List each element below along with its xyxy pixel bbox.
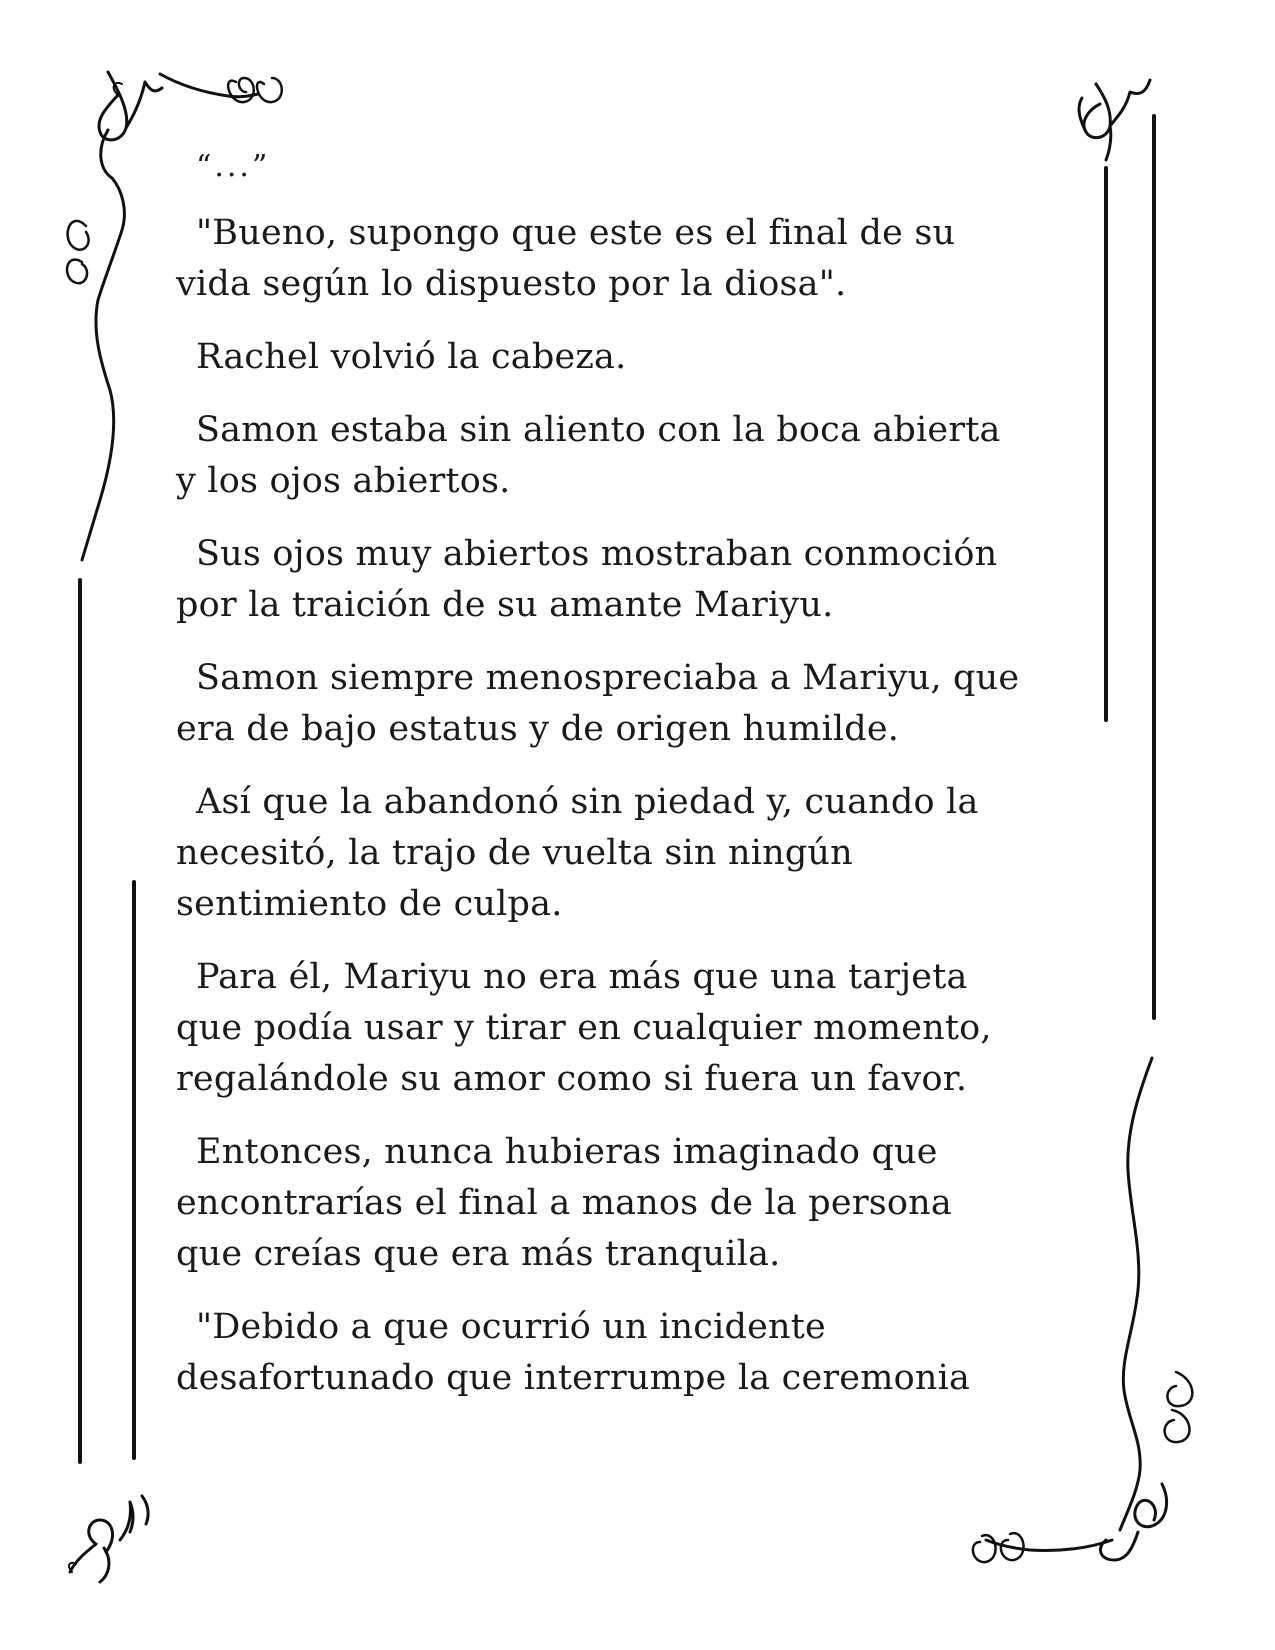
text-line: y los ojos abiertos. [176,461,511,501]
paragraph [176,332,1076,383]
text-line: regalándole su amor como si fuera un favor. [176,1059,968,1099]
text-line: encontrarías el final a manos de la persona [176,1183,952,1223]
paragraph [176,405,1076,507]
text-line: Sus ojos muy abiertos mostraban conmoción [196,534,998,574]
paragraph [176,952,1076,1105]
paragraph [176,653,1076,755]
text-line: que creías que era más tranquila. [176,1234,781,1274]
text-line: "Debido a que ocurrió un incidente [196,1307,826,1347]
paragraph [176,208,1076,310]
text-line: que podía usar y tirar en cualquier momento, [176,1008,992,1048]
text-line: Rachel volvió la cabeza. [196,337,627,377]
text-line: sentimiento de culpa. [176,884,563,924]
dialogue-ellipsis [176,142,1076,192]
paragraph [176,777,1076,930]
text-line: por la traición de su amante Mariyu. [176,585,834,625]
text-line: era de bajo estatus y de origen humilde. [176,709,900,749]
text-line: Samon siempre menospreciaba a Mariyu, que [196,658,1020,698]
paragraph [176,529,1076,631]
text-line: Samon estaba sin aliento con la boca abierta [196,410,1001,450]
text-line: vida según lo dispuesto por la diosa". [176,264,847,304]
top-right-flourish-icon [1079,80,1154,1018]
bottom-left-flourish-icon [69,1496,148,1582]
paragraph [176,1127,1076,1280]
text-line: Así que la abandonó sin piedad y, cuando la [196,782,979,822]
text-line: “...” [196,149,271,184]
chapter-text [176,142,1076,1426]
text-line: "Bueno, supongo que este es el final de su [196,213,956,253]
text-line: necesitó, la trajo de vuelta sin ningún [176,833,853,873]
text-line: Para él, Mariyu no era más que una tarjeta [196,957,968,997]
text-line: Entonces, nunca hubieras imaginado que [196,1132,938,1172]
text-line: desafortunado que interrumpe la ceremonia [176,1358,971,1398]
paragraph [176,1302,1076,1404]
